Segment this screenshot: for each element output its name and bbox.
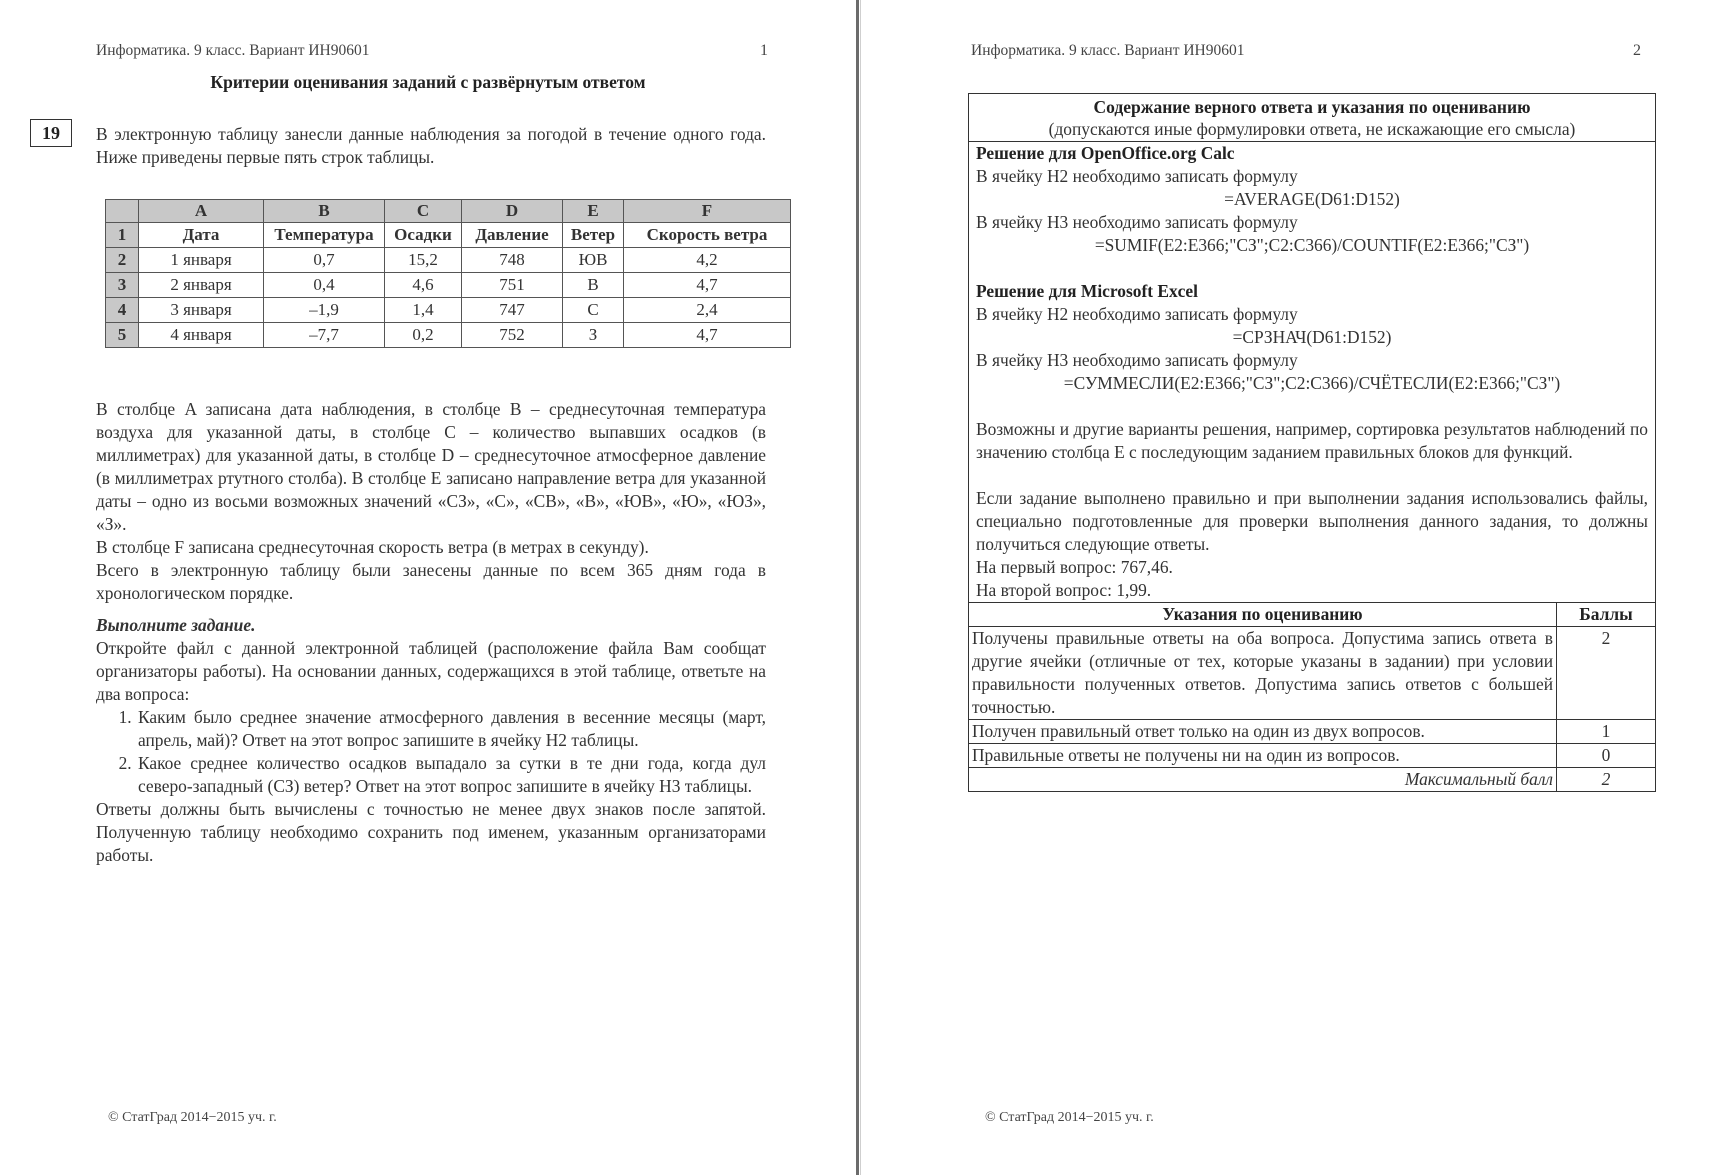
- max-score-row: [969, 768, 1655, 792]
- cell: ЮВ: [563, 248, 624, 273]
- corner-cell: [106, 200, 139, 223]
- task-text: Откройте файл с данной электронной таблицей (расположение файла Вам сообщат организаторы работы). На основании данных, содержащихся в этой таблице, ответьте на два вопроса:: [96, 638, 766, 704]
- cell: 1 января: [139, 248, 264, 273]
- scoring-header-row: [969, 603, 1655, 627]
- check-note: Если задание выполнено правильно и при выполнении задания использовались файлы, специально подготовленные для проверки выполнения данного задания, то должны получиться следующие ответы.: [976, 488, 1648, 554]
- excel-heading: Решение для Microsoft Excel: [976, 281, 1198, 301]
- answer-box-subtitle: (допускаются иные формулировки ответа, не искажающие его смысла): [1048, 119, 1576, 139]
- xl-h3-text: В ячейку H3 необходимо записать формулу: [976, 350, 1298, 370]
- scoring-desc: Получен правильный ответ только на один из двух вопросов.: [969, 720, 1557, 744]
- table-row: [969, 744, 1655, 768]
- cell: 0,2: [385, 323, 462, 348]
- cell: 4 января: [139, 323, 264, 348]
- column-header: E: [563, 200, 624, 223]
- cell: 4,7: [624, 273, 791, 298]
- max-score-value: 2: [1557, 768, 1656, 792]
- oo-h3-text: В ячейку H3 необходимо записать формулу: [976, 212, 1298, 232]
- table-row: [969, 627, 1655, 720]
- table-row: [106, 323, 791, 348]
- cell: 0,4: [264, 273, 385, 298]
- spacer: [976, 257, 1648, 280]
- spacer: [976, 395, 1648, 418]
- closing-text: Ответы должны быть вычислены с точностью не менее двух знаков после запятой. Полученную таблицу необходимо сохранить под именем, указанным организаторами работы.: [96, 799, 766, 865]
- table-row: [106, 248, 791, 273]
- answer-box-header: [969, 94, 1655, 142]
- page-footer: © СтатГрад 2014−2015 уч. г.: [985, 1110, 1154, 1125]
- description-column-f: В столбце F записана среднесуточная скорость ветра (в метрах в секунду).: [96, 537, 649, 557]
- page-number: 1: [760, 42, 768, 59]
- cell: 4,7: [624, 323, 791, 348]
- oo-h3-formula: =SUMIF(E2:E366;"СЗ";C2:C366)/COUNTIF(E2:E366;"СЗ"): [1094, 235, 1530, 255]
- page-header: Информатика. 9 класс. Вариант ИН90601: [96, 42, 370, 59]
- answer-box-title: Содержание верного ответа и указания по оцениванию: [1093, 97, 1531, 117]
- page-1: [0, 0, 856, 1175]
- column-header: A: [139, 200, 264, 223]
- questions-list: [96, 706, 766, 798]
- column-header: C: [385, 200, 462, 223]
- cell: 2,4: [624, 298, 791, 323]
- scoring-table: [969, 602, 1655, 791]
- xl-h2-formula: =СРЗНАЧ(D61:D152): [1232, 327, 1392, 347]
- spreadsheet-sample-table: [105, 199, 791, 348]
- xl-h2-text: В ячейку H2 необходимо записать формулу: [976, 304, 1298, 324]
- question-item: 1. Каким было среднее значение атмосферного давления в весенние месяцы (март, апрель, май)? Ответ на этот вопрос запишите в ячейку H2 таблицы.: [136, 706, 766, 752]
- table-row: [969, 720, 1655, 744]
- cell: З: [563, 323, 624, 348]
- row-header: 4: [106, 298, 139, 323]
- cell: С: [563, 298, 624, 323]
- scoring-desc: Получены правильные ответы на оба вопроса. Допустима запись ответа в другие ячейки (отличные от тех, которые указаны в задании) при условии правильности полученных ответов. Допустима запись ответов с большей точностью.: [969, 627, 1557, 720]
- row-header: 2: [106, 248, 139, 273]
- scoring-points: 2: [1557, 627, 1656, 720]
- page-number: 2: [1633, 42, 1641, 59]
- column-header-row: [106, 200, 791, 223]
- alternatives-text: Возможны и другие варианты решения, например, сортировка результатов наблюдений по значению столбца E с последующим заданием правильных блоков для функций.: [976, 419, 1648, 462]
- cell: 3 января: [139, 298, 264, 323]
- field-header: Ветер: [563, 223, 624, 248]
- oo-h2-text: В ячейку H2 необходимо записать формулу: [976, 166, 1298, 186]
- cell: 4,2: [624, 248, 791, 273]
- cell: 0,7: [264, 248, 385, 273]
- column-header: D: [462, 200, 563, 223]
- row-header: 3: [106, 273, 139, 298]
- cell: 747: [462, 298, 563, 323]
- cell: В: [563, 273, 624, 298]
- intro-text: В электронную таблицу занесли данные наблюдения за погодой в течение одного года. Ниже приведены первые пять строк таблицы.: [96, 124, 766, 167]
- cell: 4,6: [385, 273, 462, 298]
- row-header: 1: [106, 223, 139, 248]
- xl-h3-formula: =СУММЕСЛИ(E2:E366;"СЗ";C2:C366)/СЧЁТЕСЛИ(E2:E366;"СЗ"): [1063, 373, 1561, 393]
- oo-h2-formula: =AVERAGE(D61:D152): [1224, 189, 1400, 209]
- page-footer: © СтатГрад 2014−2015 уч. г.: [108, 1110, 277, 1125]
- task-block: [96, 614, 766, 867]
- max-score-label: Максимальный балл: [969, 768, 1557, 792]
- scoring-points: 1: [1557, 720, 1656, 744]
- answer-box-body: [969, 142, 1655, 602]
- task-heading: Выполните задание.: [96, 615, 256, 635]
- cell: 751: [462, 273, 563, 298]
- scoring-header-desc: Указания по оцениванию: [969, 603, 1557, 627]
- cell: 15,2: [385, 248, 462, 273]
- description-total: Всего в электронную таблицу были занесены данные по всем 365 дням года в хронологическом порядке.: [96, 560, 766, 603]
- column-header: F: [624, 200, 791, 223]
- openoffice-heading: Решение для OpenOffice.org Calc: [976, 143, 1235, 163]
- page-divider: [856, 0, 859, 1175]
- page-title: Критерии оценивания заданий с развёрнутым ответом: [210, 72, 646, 92]
- answer-criteria-box: [968, 93, 1656, 792]
- spacer: [976, 464, 1648, 487]
- answer-2: На второй вопрос: 1,99.: [976, 580, 1152, 600]
- field-header: Осадки: [385, 223, 462, 248]
- scoring-desc: Правильные ответы не получены ни на один из вопросов.: [969, 744, 1557, 768]
- table-row: [106, 223, 791, 248]
- field-header: Давление: [462, 223, 563, 248]
- task-intro: [96, 123, 766, 169]
- page-header: Информатика. 9 класс. Вариант ИН90601: [971, 42, 1245, 59]
- task-number-badge: 19: [30, 119, 72, 147]
- field-header: Скорость ветра: [624, 223, 791, 248]
- question-item: 2. Какое среднее количество осадков выпадало за сутки в те дни года, когда дул северо-западный (СЗ) ветер? Ответ на этот вопрос запишите в ячейку H3 таблицы.: [136, 752, 766, 798]
- column-description: [96, 398, 766, 605]
- cell: –7,7: [264, 323, 385, 348]
- table-row: [106, 273, 791, 298]
- cell: 1,4: [385, 298, 462, 323]
- scoring-points: 0: [1557, 744, 1656, 768]
- column-header: B: [264, 200, 385, 223]
- row-header: 5: [106, 323, 139, 348]
- table-row: [106, 298, 791, 323]
- cell: 2 января: [139, 273, 264, 298]
- answer-1: На первый вопрос: 767,46.: [976, 557, 1173, 577]
- description-columns: В столбце A записана дата наблюдения, в столбце B – среднесуточная температура воздуха для указанной даты, в столбце C – количество выпавших осадков (в миллиметрах) для указанной даты, в столбце D – среднесуточное атмосферное давление (в миллиметрах ртутного столба). В столбце E записано направление ветра для указанной даты – одно из восьми возможных значений «СЗ», «С», «СВ», «В», «ЮВ», «Ю», «ЮЗ», «З».: [96, 399, 766, 534]
- field-header: Дата: [139, 223, 264, 248]
- page-divider-shadow: [860, 0, 861, 1175]
- field-header: Температура: [264, 223, 385, 248]
- cell: 752: [462, 323, 563, 348]
- scoring-header-points: Баллы: [1557, 603, 1656, 627]
- cell: 748: [462, 248, 563, 273]
- cell: –1,9: [264, 298, 385, 323]
